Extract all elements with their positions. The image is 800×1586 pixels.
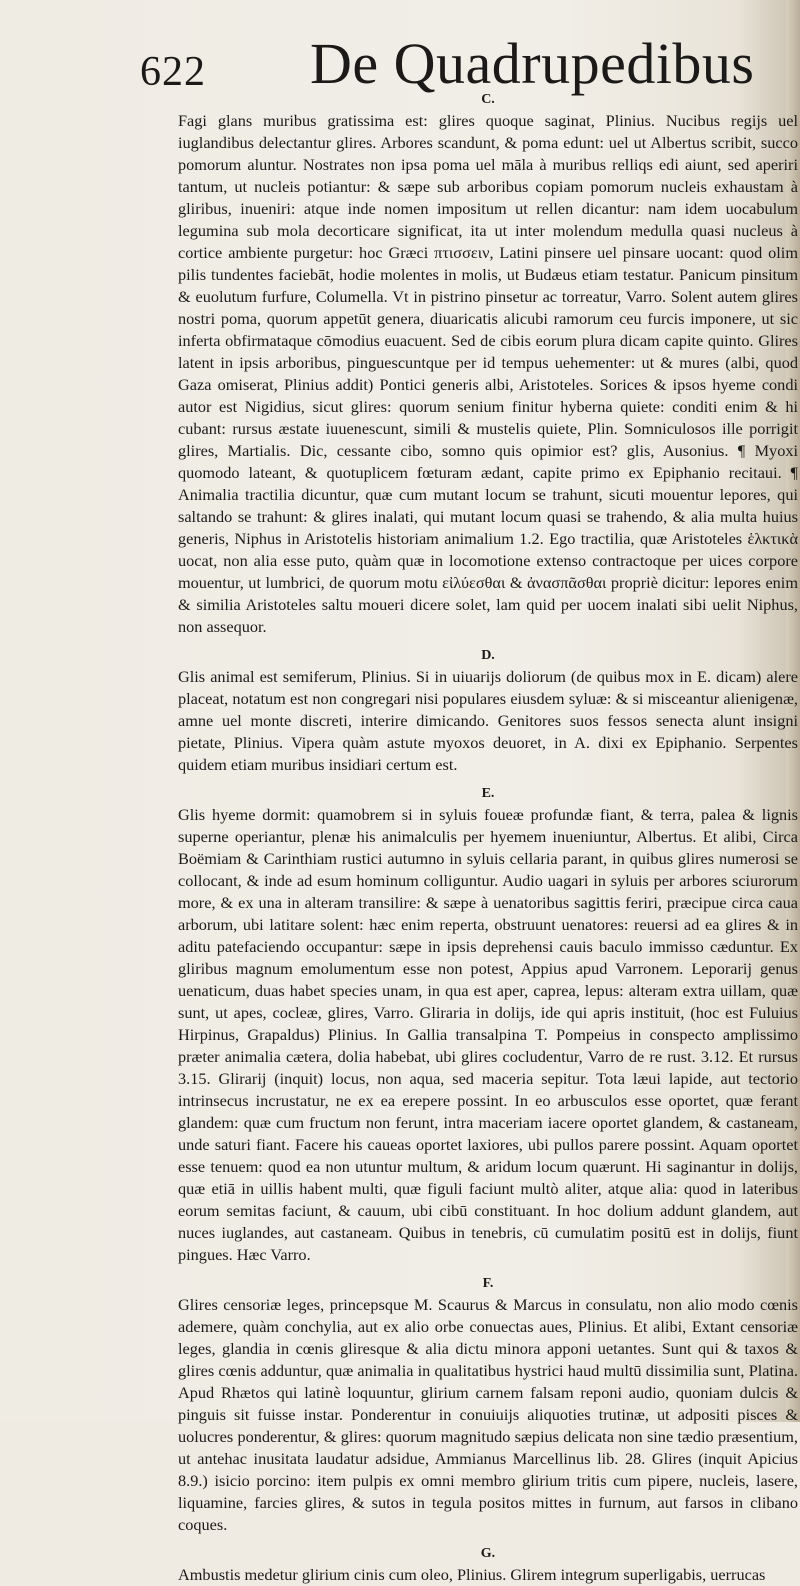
page-number: 622 bbox=[140, 49, 206, 95]
paragraph-f: Glires censoriæ leges, princepsque M. Scaurus & Marcus in consulatu, non alio modo cœnis ademere, quàm conchylia, aut ex alio orbe conuectas aues, Plinius. Et alibi, Extant censoriæ leges, glandia in cœnis gliresque & alia dictu minora apponi uetantes. Sunt qui & taxos & glires cœnis adduntur, quæ animalia in qualitatibus hystrici haud multū dissimilia sunt, Platina. Apud Rhætos qui latinè loquuntur, glirium carnem falsam reponi audio, quoniam dulcis & pinguis sit fuisse instar. Ponderentur in conuiuijs aliquoties trutinæ, ut adpositi pisces & uolucres ponderentur, & glires: quorum magnitudo sæpius delicata non sine tædio præsentium, ut antehac inusitata laudatur adsidue, Ammianus Marcellinus lib. 28. Glires (inquit Apicius 8.9.) isicio porcino: item pulpis ex omni membro glirium tritis cum pipere, nucleis, lasere, liquamine, farcies glires, & sutos in tegula positos mittes in furnum, aut farsos in clibano coques. bbox=[178, 1295, 798, 1534]
paragraph-e: Glis hyeme dormit: quamobrem si in syluis foueæ profundæ fiant, & terra, palea & lignis superne operiantur, plenæ his animalculis per hyemem inueniuntur, Albertus. Et alibi, Circa Boëmiam & Carinthiam rustici autumno in syluis cellaria parant, in quibus glires numerosi se collocant, & inde ad esum hominum colliguntur. Audio uagari in syluis per arbores sciurorum more, & ex una in alteram transilire: & sæpe à uenatoribus sagittis feriri, præcipue circa caua arborum, ubi latitare solent: hæc enim reperta, obstruunt uenatores: reuersi ad ea glires & in aditu patefaciendo occupantur: sæpe in ipsis deprehensi cauis baculo immisso cæduntur. Ex gliribus magnum emolumentum esse non potest, Appius apud Varronem. Leporarij genus uenaticum, duas habet species unam, in qua est aper, caprea, lepus: alteram extra uillam, quæ sunt, ut apes, cocleæ, glires, Varro. Gliraria in dolijs, ide qui apris instituit, (hoc est Fuluius Hirpinus, Grapaldus) Plinius. In Gallia transalpina T. Pompeius in conspecto amplissimo præter animalia cætera, dolia habebat, ubi glires cocludentur, Varro de re rust. 3.12. Et rursus 3.15. Glirarij (inquit) locus, non aqua, sed maceria sepitur. Tota læui lapide, aut tectorio intrinsecus incrustatur, ne ex ea erepere possint. In eo arbusculos esse oportet, quæ ferant glandem: quæ cum fructum non ferunt, intra maceriam iacere oportet glandem, & castaneam, unde saturi fiant. Facere his caueas oportet laxiores, ubi pullos parere possint. Aquam oportet esse tenuem: quod ea non utuntur multum, & aridum locum quærunt. Hi saginantur in dolijs, quæ etiā in uillis habent multi, quæ figuli faciunt multò aliter, atque alia: quod in lateribus eorum semitas faciunt, & cauum, ubi cibū constituant. In hoc dolium addunt glandem, aut nuces iuglandes, aut castaneam. Quibus in tenebris, cū cumulatim positū est in dolijs, fiunt pingues. Hæc Varro. bbox=[178, 805, 798, 1264]
paragraph-g: Ambustis medetur glirium cinis cum oleo, Plinius. Glirem integrum superligabis, uerrucas bbox=[178, 1565, 766, 1584]
section-letter-d: D. bbox=[481, 648, 495, 663]
paragraph-d: Glis animal est semiferum, Plinius. Si in uiuarijs doliorum (de quibus mox in E. dicam) alere placeat, notatum est non congregari nisi populares eiusdem syluæ: & si misceantur alienigenæ, amne uel monte discreti, interire dimicando. Genitores suos fessos senecta alunt insigni pietate, Plinius. Vipera quàm astute myoxos deuoret, in A. dixi ex Epiphanio. Serpentes quidem etiam muribus insidiari certum est. bbox=[178, 667, 798, 774]
section-letter-g: G. bbox=[480, 1546, 496, 1561]
body-text bbox=[178, 90, 798, 1586]
running-title: De Quadrupedibus bbox=[310, 31, 755, 96]
section-letter-f: F. bbox=[482, 1276, 494, 1291]
paragraph-c: Fagi glans muribus gratissima est: glires quoque saginat, Plinius. Nucibus regijs uel iuglandibus delectantur glires. Arbores scandunt, & poma edunt: uel ut Albertus scribit, succo pomorum aluntur. Nostrates non ipsa poma uel māla à muribus relliqs edi aiunt, sed aperiri tantum, ut nucleis potiantur: & sæpe sub arboribus copiam pomorum nucleis exhaustam à gliribus, inueniri: atque inde nomen impositum ut rellen dicantur: nam idem uocabulum legumina sub mola decorticare significat, ita ut inter molendum medulla quasi nucleus à cortice ambiente purgetur: hoc Græci πτισσειν, Latini pinsere uel pinsare uocant: quod olim pilis tundentes faciebāt, hodie molentes in molis, ut Budæus etiam testatur. Panicum pinsitum & euolutum furfure, Columella. Vt in pistrino pinsetur ac torreatur, Varro. Solent autem glires nostri poma, quorum appetūt genera, diuaricatis alicubi ramorum ceu furcis imponere, ut sic inferta obfirmataque cōmodius euacuent. Sed de cibis eorum plura dicam capite quinto. Glires latent in ipsis arboribus, pinguescuntque per id tempus uehementer: ut & mures (albi, quod Gaza omiserat, Plinius addit) Pontici generis albi, Aristoteles. Sorices & ipsos hyeme condi autor est Nigidius, sicut glires: quorum senium finitur hyberna quiete: conditi enim & hi cubant: rursus æstate iuuenescunt, simili & mustelis quiete, Plin. Somniculosos ille porrigit glires, Martialis. Dic, cessante cibo, somno quis opimior est? glis, Ausonius. ¶ Myoxi quomodo lateant, & quotuplicem fœturam ædant, capite primo ex Epiphanio recitaui. ¶ Animalia tractilia dicuntur, quæ cum mutant locum se trahunt, sicuti mouentur lepores, qui saltando se trahunt: & glires inalati, qui mutant locum quasi se trahendo, & alia multa huius generis, Niphus in Aristotelis historiam animalium 1.2. Ego tractilia, quæ Aristoteles ἑλκτικὰ uocat, non alia esse puto, quàm quæ in locomotione extenso contractoque per uices corpore mouentur, ut lumbrici, de quorum motu εἰλύεσθαι & ἀνασπᾶσθαι propriè dicitur: lepores enim & similia Aristoteles saltu moueri dicere solet, lam quid per uocem inalati sibi uelit Niphus, non assequor. bbox=[178, 111, 798, 636]
page-header bbox=[140, 30, 760, 96]
section-letter-c: C. bbox=[481, 92, 495, 107]
section-letter-e: E. bbox=[481, 786, 495, 801]
